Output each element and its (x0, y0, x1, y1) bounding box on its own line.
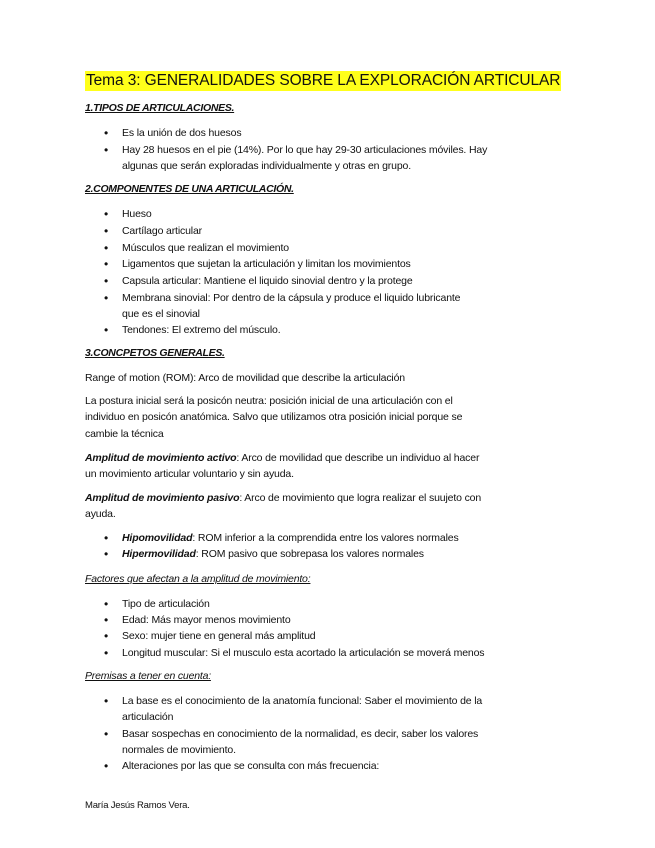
list-item: Longitud muscular: Si el musculo esta acortado la articulación se moverá menos (122, 647, 485, 659)
bullet: • (104, 274, 109, 288)
list-item: Tipo de articulación (122, 598, 210, 610)
list-item: Ligamentos que sujetan la articulación y limitan los movimientos (122, 258, 411, 270)
paragraph-activo (85, 450, 479, 466)
term-hipomovilidad: Hipomovilidad (122, 532, 193, 544)
bullet: • (104, 531, 109, 545)
list-item-continuation: articulación (122, 711, 174, 723)
list-item: Membrana sinovial: Por dentro de la cápsula y produce el liquido lubricante (122, 292, 461, 304)
section-heading-tipos: 1.TIPOS DE ARTICULACIONES. (85, 102, 235, 114)
list-item-hipermovilidad (122, 546, 424, 562)
list-item: Edad: Más mayor menos movimiento (122, 614, 291, 626)
list-item: Hay 28 huesos en el pie (14%). Por lo que hay 29-30 articulaciones móviles. Hay (122, 144, 488, 156)
definition-activo: : Arco de movilidad que describe un individuo al hacer (236, 452, 480, 464)
list-item: Sexo: mujer tiene en general más amplitud (122, 630, 316, 642)
section-heading-componentes: 2.COMPONENTES DE UNA ARTICULACIÓN. (85, 183, 294, 195)
bullet: • (104, 629, 109, 643)
list-item: Cartílago articular (122, 225, 203, 237)
term-pasivo: Amplitud de movimiento pasivo (85, 492, 240, 504)
bullet: • (104, 126, 109, 140)
list-item: Tendones: El extremo del músculo. (122, 324, 281, 336)
list-item: Hueso (122, 208, 152, 220)
bullet: • (104, 759, 109, 773)
bullet: • (104, 224, 109, 238)
bullet: • (104, 597, 109, 611)
list-item: La base es el conocimiento de la anatomía funcional: Saber el movimiento de la (122, 695, 483, 707)
bullet: • (104, 143, 109, 157)
paragraph-postura-line3: cambie la técnica (85, 428, 164, 440)
term-hipermovilidad: Hipermovilidad (122, 548, 196, 560)
subheading-premisas: Premisas a tener en cuenta: (85, 670, 211, 682)
paragraph-pasivo-line2: ayuda. (85, 508, 116, 520)
list-item-continuation: que es el sinovial (122, 308, 200, 320)
paragraph-rom: Range of motion (ROM): Arco de movilidad que describe la articulación (85, 372, 405, 384)
paragraph-activo-line2: un movimiento articular voluntario y sin ayuda. (85, 468, 294, 480)
bullet: • (104, 613, 109, 627)
bullet: • (104, 241, 109, 255)
list-item: Basar sospechas en conocimiento de la normalidad, es decir, saber los valores (122, 728, 479, 740)
definition-hipermovilidad: : ROM pasivo que sobrepasa los valores normales (195, 548, 424, 560)
bullet: • (104, 291, 109, 305)
bullet: • (104, 323, 109, 337)
paragraph-pasivo (85, 490, 481, 506)
definition-hipomovilidad: : ROM inferior a la comprendida entre los valores normales (192, 532, 459, 544)
list-item-continuation: normales de movimiento. (122, 744, 236, 756)
list-item-hipomovilidad (122, 530, 459, 546)
list-item: Alteraciones por las que se consulta con más frecuencia: (122, 760, 380, 772)
bullet: • (104, 207, 109, 221)
paragraph-postura: La postura inicial será la posicón neutra: posición inicial de una articulación con el (85, 395, 453, 407)
list-item-continuation: algunas que serán exploradas individualmente y otras en grupo. (122, 160, 411, 172)
bullet: • (104, 727, 109, 741)
paragraph-postura-line2: individuo en posicón anatómica. Salvo que utilizamos otra posición inicial porque se (85, 411, 463, 423)
bullet: • (104, 257, 109, 271)
list-item: Capsula articular: Mantiene el liquido sinovial dentro y la protege (122, 275, 413, 287)
bullet: • (104, 646, 109, 660)
document-title: Tema 3: GENERALIDADES SOBRE LA EXPLORACIÓN ARTICULAR (86, 72, 561, 89)
page-footer-author: María Jesús Ramos Vera. (85, 800, 190, 811)
term-activo: Amplitud de movimiento activo (85, 452, 237, 464)
bullet: • (104, 694, 109, 708)
subheading-factores: Factores que afectan a la amplitud de movimiento: (85, 573, 311, 585)
list-item: Es la unión de dos huesos (122, 127, 242, 139)
list-item: Músculos que realizan el movimiento (122, 242, 289, 254)
definition-pasivo: : Arco de movimiento que logra realizar el suujeto con (239, 492, 482, 504)
section-heading-conceptos: 3.CONCPETOS GENERALES. (85, 347, 225, 359)
bullet: • (104, 547, 109, 561)
